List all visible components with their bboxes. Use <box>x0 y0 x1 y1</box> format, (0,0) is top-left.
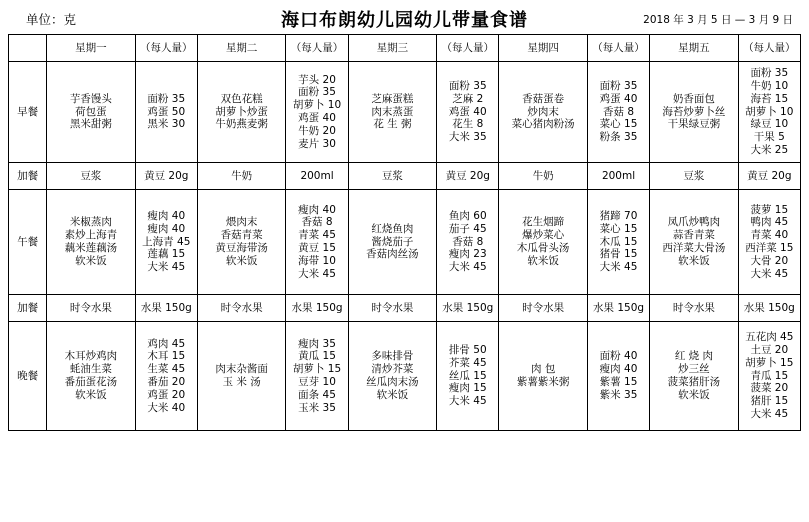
dish-cell <box>348 163 436 190</box>
amount-cell <box>437 295 499 322</box>
dish-line: 芝麻蛋糕 <box>371 92 414 105</box>
amount-cell <box>738 190 800 295</box>
amount-line: 排骨 50 <box>448 344 487 356</box>
amount-cell <box>135 190 197 295</box>
amount-line: 水果 150g <box>140 301 192 314</box>
amount-line: 瘦肉 15 <box>448 382 487 395</box>
dish-cell <box>197 62 285 163</box>
amount-line: 大米 45 <box>448 395 487 408</box>
amount-line: 猪骨 15 <box>599 248 638 261</box>
amount-line: 番茄 20 <box>147 376 186 388</box>
dish-line: 香菇蛋卷 <box>522 92 565 105</box>
amount-line: 大米 35 <box>448 131 487 144</box>
amount-line: 香菇 8 <box>452 235 484 248</box>
dish-line: 奶香面包 <box>672 92 715 105</box>
amount-cell <box>286 190 348 295</box>
dish-line: 菠菜猪肝汤 <box>667 376 721 388</box>
amount-cell <box>135 322 197 431</box>
dish-cell <box>348 62 436 163</box>
dish-line: 时令水果 <box>371 301 414 314</box>
header-amount-3: （每人量） <box>437 35 499 62</box>
amount-cell <box>286 295 348 322</box>
dish-line: 爆炒菜心 <box>522 229 565 242</box>
amount-cell <box>437 62 499 163</box>
amount-line: 大米 45 <box>298 267 336 280</box>
table-row <box>9 295 801 322</box>
amount-line: 鱼肉 60 <box>448 210 487 222</box>
page-title: 海口布朗幼儿园幼儿带量食谱 <box>281 10 528 31</box>
amount-line: 菜心 15 <box>599 118 638 131</box>
amount-line: 黄豆 15 <box>298 242 336 254</box>
amount-cell <box>587 322 649 431</box>
amount-line: 鸡蛋 50 <box>147 105 186 118</box>
dish-line: 香菇青菜 <box>220 229 263 242</box>
dish-line: 藕米莲藕汤 <box>64 242 118 254</box>
amount-line: 200ml <box>300 169 334 182</box>
amount-line: 胡萝卜 15 <box>745 356 794 369</box>
dish-line: 软米饭 <box>75 388 107 401</box>
amount-line: 鸡蛋 20 <box>147 388 186 401</box>
amount-cell <box>135 295 197 322</box>
amount-cell <box>738 62 800 163</box>
amount-cell <box>587 190 649 295</box>
dish-line: 肉末蒸蛋 <box>371 105 414 118</box>
dish-line: 胡萝卜炒蛋 <box>215 105 268 118</box>
dish-line: 软米饭 <box>376 388 409 401</box>
dish-line: 牛奶 <box>532 169 554 182</box>
amount-line: 黑米 30 <box>147 118 186 131</box>
amount-line: 大米 45 <box>147 261 186 274</box>
amount-line: 大米 45 <box>750 407 789 420</box>
amount-line: 水果 150g <box>442 301 494 314</box>
amount-cell <box>738 163 800 190</box>
amount-line: 瘦肉 40 <box>599 363 638 376</box>
dish-line: 时令水果 <box>672 301 715 314</box>
dish-line: 多味排骨 <box>371 350 414 363</box>
dish-cell <box>197 163 285 190</box>
meal-label: 加餐 <box>9 295 47 322</box>
dish-line: 番茄蛋花汤 <box>64 376 118 388</box>
dish-line: 软米饭 <box>75 254 107 267</box>
header-day-5: 星期五 <box>650 35 738 62</box>
amount-line: 黄豆 20g <box>445 169 490 182</box>
dish-line: 紫薯紫米粥 <box>516 376 570 388</box>
amount-line: 面粉 35 <box>147 92 186 105</box>
table-header-row <box>9 35 801 62</box>
amount-cell <box>135 62 197 163</box>
dish-line: 木瓜骨头汤 <box>516 242 570 254</box>
amount-cell <box>286 62 348 163</box>
dish-line: 蚝油生菜 <box>69 363 112 376</box>
amount-line: 五花肉 45 <box>745 331 794 344</box>
amount-line: 水果 150g <box>291 301 343 314</box>
amount-cell <box>437 163 499 190</box>
amount-line: 土豆 20 <box>750 344 789 356</box>
table-row <box>9 322 801 431</box>
amount-line: 香菇 8 <box>301 216 333 229</box>
amount-line: 花生 8 <box>452 118 484 131</box>
dish-cell <box>348 295 436 322</box>
meal-label: 午餐 <box>9 190 47 295</box>
amount-line: 面粉 35 <box>448 80 487 92</box>
amount-line: 瘦肉 23 <box>448 248 487 261</box>
header-amount-5: （每人量） <box>738 35 800 62</box>
weekly-menu-table <box>8 34 801 431</box>
unit-label: 单位：克 <box>26 12 77 27</box>
amount-line: 海苔 15 <box>750 92 789 105</box>
dish-line: 荷包蛋 <box>75 105 107 118</box>
dish-line: 软米饭 <box>678 254 710 267</box>
amount-line: 菜心 15 <box>599 222 638 235</box>
dish-cell <box>650 163 738 190</box>
table-row <box>9 62 801 163</box>
amount-line: 面条 45 <box>298 388 336 401</box>
header-amount-2: （每人量） <box>286 35 348 62</box>
dish-line: 干果绿豆粥 <box>667 118 721 131</box>
dish-line: 肉 包 <box>530 363 556 376</box>
amount-line: 大米 45 <box>750 267 789 280</box>
dish-line: 红烧鱼肉 <box>371 222 414 235</box>
amount-line: 绿豆 10 <box>750 118 789 131</box>
amount-line: 牛奶 10 <box>750 80 789 92</box>
amount-line: 瘦肉 35 <box>298 337 336 350</box>
dish-cell <box>650 295 738 322</box>
amount-line: 胡萝卜 10 <box>745 105 794 118</box>
dish-line: 炒肉末 <box>527 105 559 118</box>
header-day-3: 星期三 <box>348 35 436 62</box>
dish-line: 牛奶 <box>231 169 253 182</box>
dish-line: 豆浆 <box>381 169 403 182</box>
amount-line: 胡萝卜 10 <box>292 99 342 112</box>
amount-line: 菠萝 15 <box>750 203 789 216</box>
dish-line: 菜心猪肉粉汤 <box>511 118 575 131</box>
amount-line: 瘦肉 40 <box>147 210 186 222</box>
header-amount-1: （每人量） <box>135 35 197 62</box>
amount-line: 面粉 35 <box>750 67 789 80</box>
amount-line: 芋头 20 <box>298 73 336 86</box>
dish-cell <box>197 190 285 295</box>
amount-line: 鸡蛋 40 <box>599 92 638 105</box>
dish-line: 黑米甜粥 <box>69 118 112 131</box>
dish-cell <box>47 62 135 163</box>
amount-line: 青菜 40 <box>750 229 789 242</box>
amount-line: 猪蹄 70 <box>599 210 638 222</box>
dish-line: 双色花糕 <box>220 92 263 105</box>
dish-line: 豆浆 <box>683 169 705 182</box>
dish-cell <box>499 190 587 295</box>
dish-cell <box>499 62 587 163</box>
date-range: 2018 年 3 月 5 日 — 3 月 9 日 <box>643 14 793 26</box>
amount-line: 鸡蛋 40 <box>298 112 336 124</box>
meal-label: 晚餐 <box>9 322 47 431</box>
amount-line: 上海青 45 <box>142 235 191 248</box>
amount-cell <box>437 190 499 295</box>
amount-line: 紫薯 15 <box>599 376 638 388</box>
amount-cell <box>286 163 348 190</box>
dish-cell <box>47 190 135 295</box>
dish-cell <box>47 163 135 190</box>
amount-line: 青瓜 15 <box>750 369 789 382</box>
amount-line: 麦片 30 <box>298 137 336 150</box>
amount-line: 瘦肉 40 <box>298 203 336 216</box>
dish-line: 豆浆 <box>80 169 102 182</box>
amount-cell <box>286 322 348 431</box>
meal-label: 早餐 <box>9 62 47 163</box>
dish-line: 时令水果 <box>220 301 263 314</box>
amount-line: 黄豆 20g <box>144 169 189 182</box>
amount-cell <box>738 322 800 431</box>
amount-line: 面粉 35 <box>298 86 336 99</box>
amount-line: 茄子 45 <box>448 222 487 235</box>
amount-line: 鸡蛋 40 <box>448 105 487 118</box>
dish-line: 海苔炒萝卜丝 <box>662 105 726 118</box>
amount-line: 干果 5 <box>753 131 785 144</box>
amount-cell <box>587 295 649 322</box>
dish-line: 软米饭 <box>678 388 710 401</box>
amount-line: 大米 40 <box>147 401 186 414</box>
dish-line: 黄豆海带汤 <box>215 242 268 254</box>
table-row <box>9 190 801 295</box>
dish-line: 红 烧 肉 <box>674 350 713 363</box>
meal-label: 加餐 <box>9 163 47 190</box>
amount-line: 丝瓜 15 <box>448 369 487 382</box>
amount-cell <box>135 163 197 190</box>
dish-line: 凤爪炒鸭肉 <box>667 216 721 229</box>
amount-line: 黄瓜 15 <box>298 350 336 363</box>
amount-line: 芝麻 2 <box>452 92 484 105</box>
dish-line: 花 生 粥 <box>373 118 412 131</box>
dish-cell <box>650 322 738 431</box>
table-row <box>9 163 801 190</box>
header-day-1: 星期一 <box>47 35 135 62</box>
dish-line: 时令水果 <box>522 301 565 314</box>
dish-line: 香菇肉丝汤 <box>366 248 419 261</box>
amount-line: 西洋菜 15 <box>745 242 794 254</box>
amount-line: 水果 150g <box>743 301 795 314</box>
amount-line: 芥菜 45 <box>448 356 487 369</box>
dish-cell <box>499 295 587 322</box>
document-header <box>8 6 801 32</box>
dish-line: 蒜香青菜 <box>672 229 715 242</box>
dish-cell <box>499 163 587 190</box>
header-corner-cell <box>9 35 47 62</box>
dish-line: 素炒上海青 <box>64 229 118 242</box>
header-day-2: 星期二 <box>197 35 285 62</box>
amount-cell <box>587 163 649 190</box>
amount-line: 鸡肉 45 <box>147 337 186 350</box>
amount-line: 猪肝 15 <box>750 395 789 408</box>
amount-line: 面粉 40 <box>599 350 638 363</box>
dish-line: 西洋菜大骨汤 <box>662 242 726 254</box>
amount-line: 瘦肉 40 <box>147 222 186 235</box>
header-day-4: 星期四 <box>499 35 587 62</box>
dish-line: 丝瓜肉末汤 <box>366 376 419 388</box>
dish-line: 时令水果 <box>69 301 112 314</box>
dish-line: 清炒芥菜 <box>371 363 414 376</box>
dish-line: 木耳炒鸡肉 <box>64 350 118 363</box>
dish-line: 软米饭 <box>225 254 258 267</box>
dish-line: 炒三丝 <box>678 363 710 376</box>
dish-cell <box>650 190 738 295</box>
amount-line: 粉条 35 <box>599 131 638 144</box>
dish-line: 软米饭 <box>527 254 559 267</box>
amount-line: 豆芽 10 <box>298 376 336 388</box>
dish-cell <box>348 190 436 295</box>
amount-line: 牛奶 20 <box>298 124 336 137</box>
dish-cell <box>197 295 285 322</box>
amount-line: 香菇 8 <box>603 105 635 118</box>
amount-line: 莲藕 15 <box>147 248 186 261</box>
amount-line: 鸭肉 45 <box>750 216 789 229</box>
amount-cell <box>738 295 800 322</box>
amount-line: 200ml <box>601 169 636 182</box>
dish-line: 煨肉末 <box>225 216 258 229</box>
dish-line: 米椒蒸肉 <box>69 216 112 229</box>
amount-line: 胡萝卜 15 <box>292 363 342 376</box>
amount-line: 水果 150g <box>593 301 645 314</box>
amount-line: 木耳 15 <box>147 350 186 363</box>
amount-line: 木瓜 15 <box>599 235 638 248</box>
amount-line: 大骨 20 <box>750 254 789 267</box>
dish-cell <box>650 62 738 163</box>
amount-line: 面粉 35 <box>599 80 638 92</box>
amount-line: 紫米 35 <box>599 388 638 401</box>
amount-line: 大米 45 <box>448 261 487 274</box>
dish-line: 牛奶燕麦粥 <box>215 118 268 131</box>
dish-cell <box>348 322 436 431</box>
amount-cell <box>437 322 499 431</box>
amount-line: 菠菜 20 <box>750 382 789 395</box>
amount-line: 玉米 35 <box>298 401 336 414</box>
amount-line: 海带 10 <box>298 254 336 267</box>
amount-line: 大米 25 <box>750 143 789 156</box>
dish-line: 酱烧茄子 <box>371 235 414 248</box>
dish-line: 花生烟蹄 <box>522 216 565 229</box>
dish-cell <box>47 322 135 431</box>
amount-line: 生菜 45 <box>147 363 186 376</box>
dish-line: 玉 米 汤 <box>222 376 261 388</box>
amount-line: 大米 45 <box>599 261 638 274</box>
header-amount-4: （每人量） <box>587 35 649 62</box>
dish-cell <box>197 322 285 431</box>
amount-cell <box>587 62 649 163</box>
dish-line: 肉末杂酱面 <box>215 363 268 376</box>
amount-line: 黄豆 20g <box>747 169 792 182</box>
dish-line: 芋香馒头 <box>69 92 112 105</box>
dish-cell <box>47 295 135 322</box>
dish-cell <box>499 322 587 431</box>
amount-line: 青菜 45 <box>298 229 336 242</box>
